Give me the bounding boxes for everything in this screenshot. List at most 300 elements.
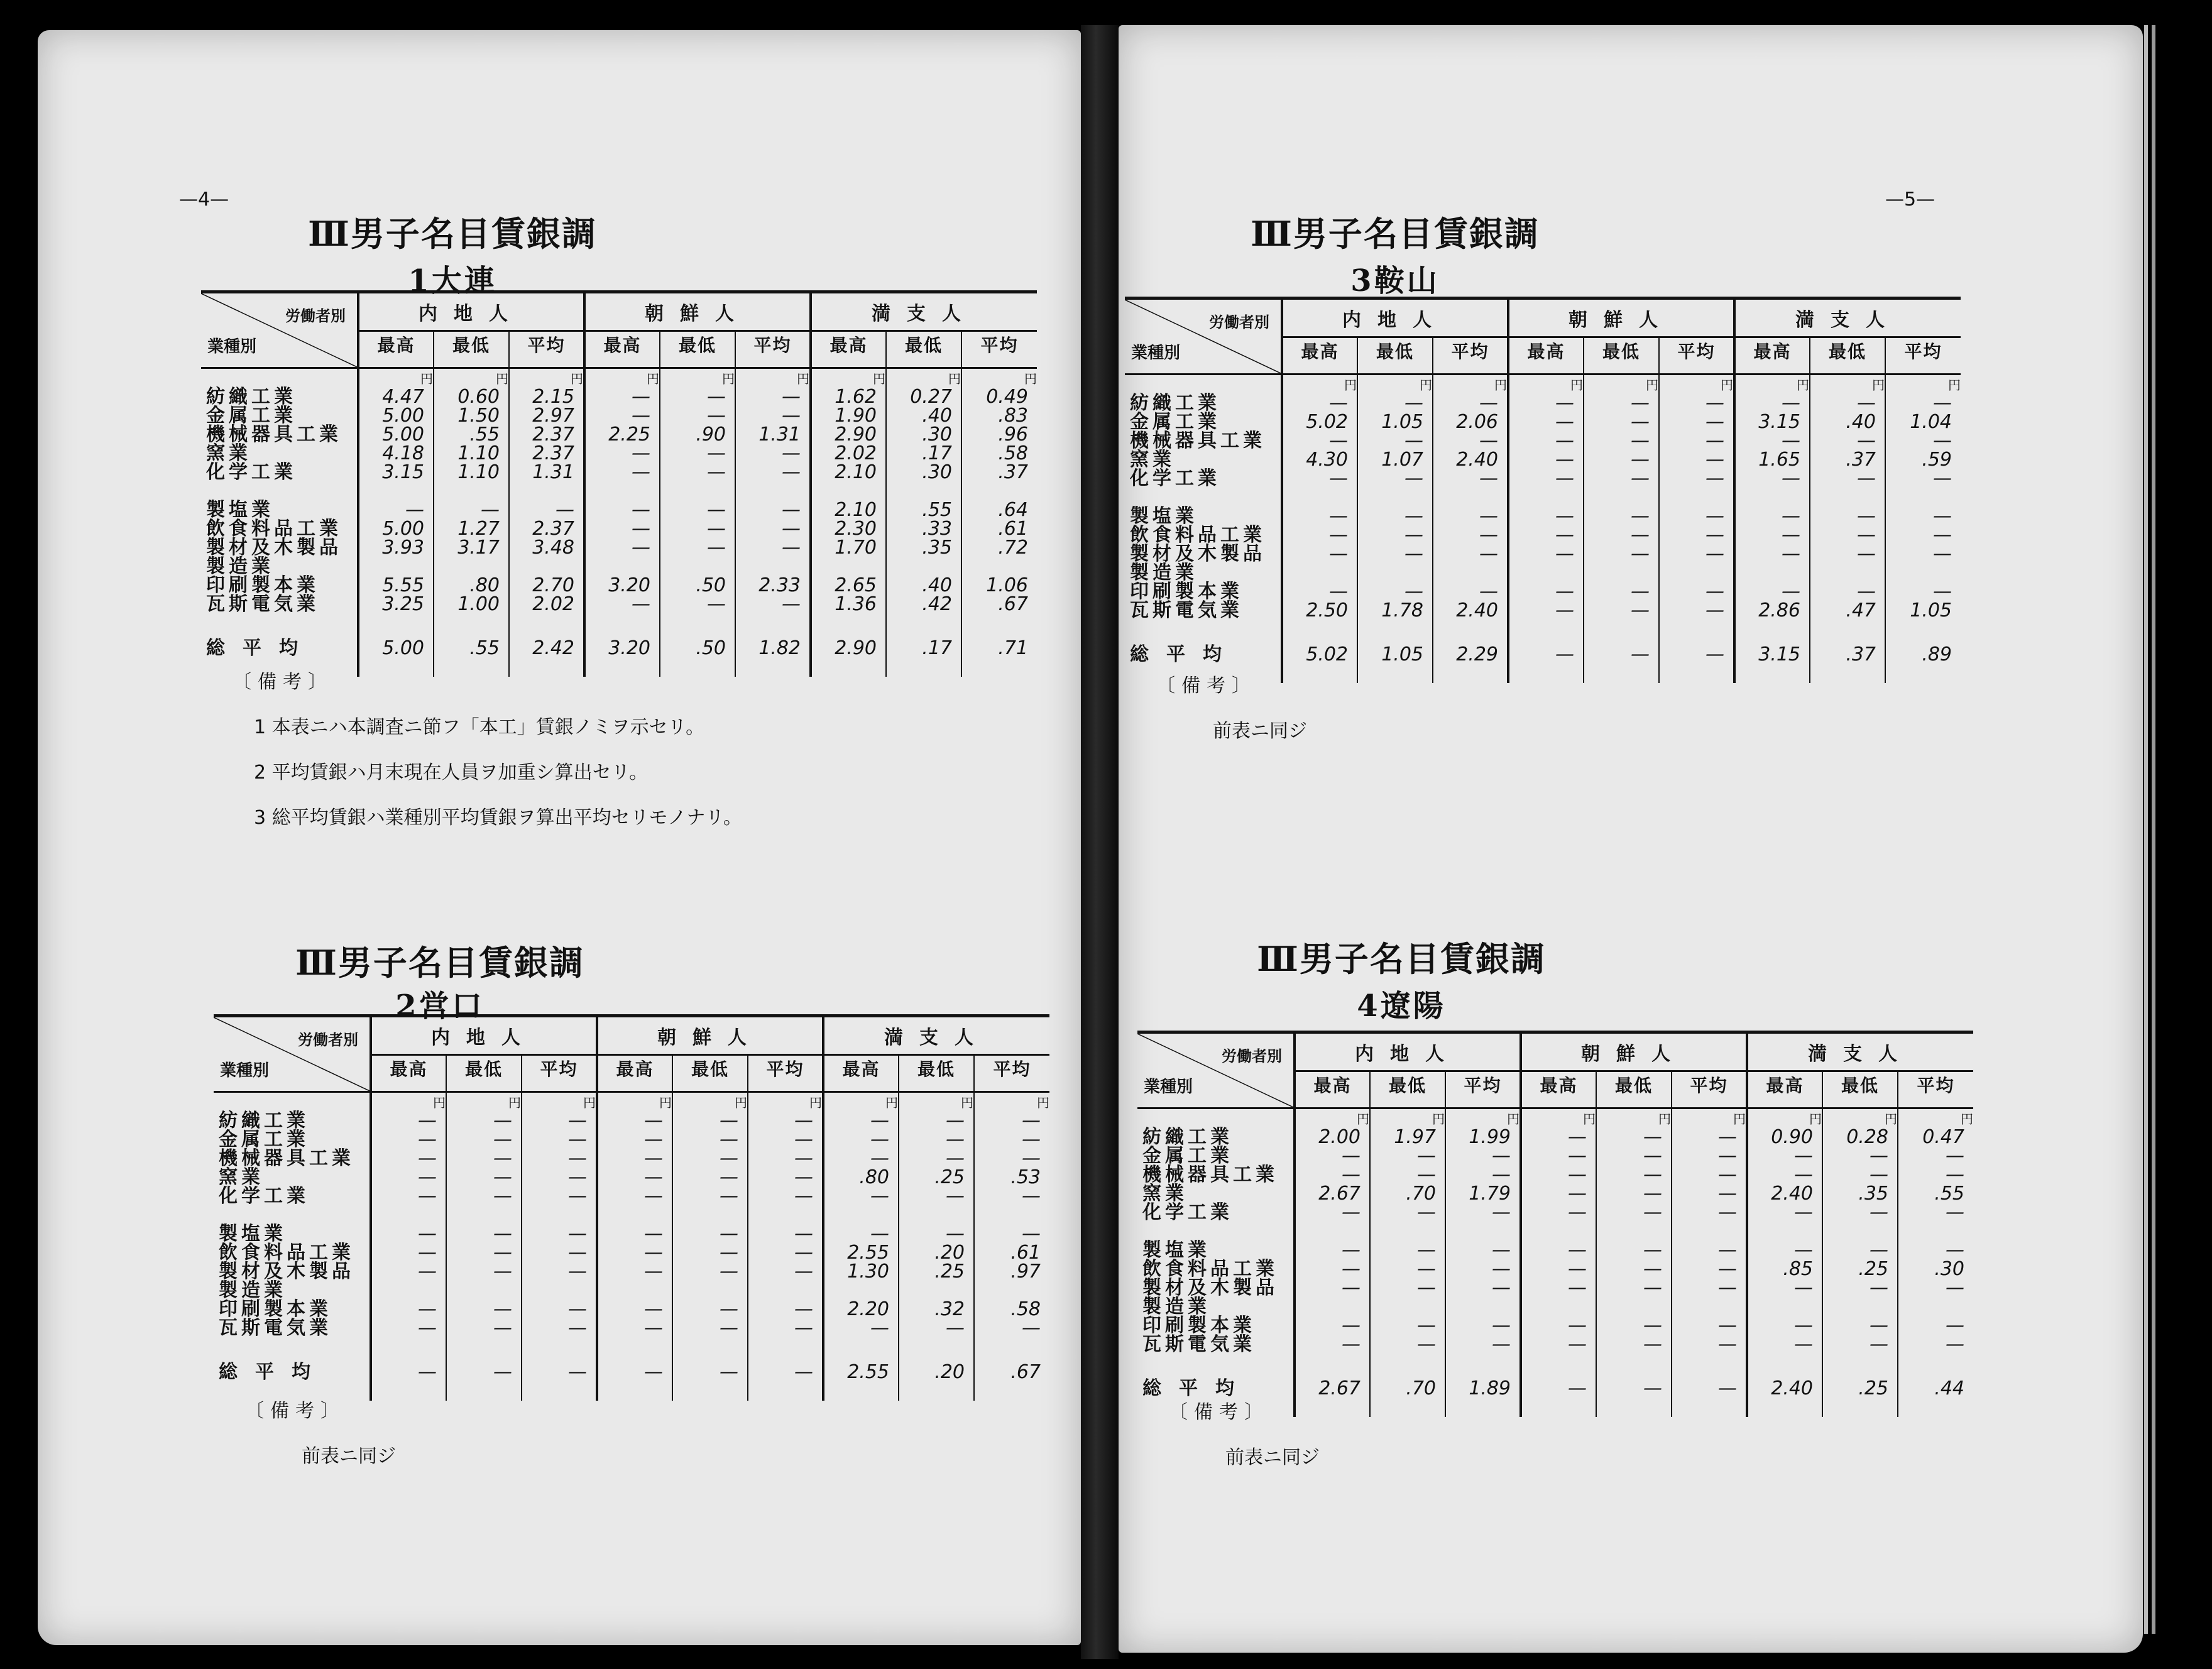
- wage-cell: —: [1747, 1241, 1822, 1260]
- unit-row-spacer: [201, 368, 358, 388]
- table-row: [1125, 451, 1961, 469]
- wage-cell: —: [597, 1300, 672, 1319]
- wage-cell: —: [660, 444, 735, 463]
- table-row: [1125, 583, 1961, 601]
- group-header: 満支人: [1734, 298, 1961, 337]
- spacer: [1596, 1354, 1672, 1379]
- wage-cell: 1.65: [1734, 451, 1810, 469]
- wage-cell: —: [1659, 526, 1734, 545]
- wage-cell: [1898, 1222, 1973, 1241]
- wage-cell: —: [748, 1130, 823, 1149]
- industry-label: 飲食料品工業: [206, 518, 342, 540]
- wage-cell: —: [1885, 545, 1961, 583]
- wage-cell: 3.48: [509, 539, 584, 576]
- table-row: [201, 388, 1037, 407]
- spacer: [358, 614, 434, 639]
- city-title: 1大連: [408, 263, 497, 298]
- page-number-left: —4—: [179, 189, 229, 211]
- subcolumn-header: 平均: [1659, 337, 1734, 375]
- table-row: [1137, 1241, 1973, 1260]
- wage-cell: —: [823, 1225, 899, 1244]
- wage-cell: —: [735, 407, 811, 425]
- table-row: [1125, 432, 1961, 451]
- industry-label: 窯業: [206, 442, 251, 464]
- wage-cell: —: [899, 1187, 974, 1206]
- wage-cell: —: [371, 1112, 446, 1130]
- wage-cell: —: [974, 1130, 1049, 1149]
- wage-cell: 1.05: [1885, 601, 1961, 620]
- wage-cell: —: [522, 1149, 597, 1168]
- subcolumn-header: 最低: [1810, 337, 1885, 375]
- wage-cell: —: [584, 501, 660, 520]
- wage-cell: 0.47: [1898, 1128, 1973, 1147]
- wage-cell: —: [597, 1168, 672, 1187]
- table-row: [1137, 1203, 1973, 1222]
- wage-cell: —: [1659, 413, 1734, 432]
- industry-label: 製材及木製品製造業: [206, 537, 342, 577]
- section-title: Ⅲ男子名目賃銀調: [308, 214, 597, 254]
- wage-cell: —: [1433, 394, 1508, 413]
- table-row: [201, 576, 1037, 595]
- total-cell: 1.89: [1445, 1379, 1521, 1417]
- wage-cell: —: [1357, 545, 1433, 583]
- city-title: 3鞍山: [1350, 263, 1440, 298]
- unit-label: 円: [899, 1092, 974, 1112]
- wage-cell: —: [672, 1149, 748, 1168]
- subcolumn-header: 平均: [748, 1055, 823, 1092]
- wage-cell: [899, 1206, 974, 1225]
- spacer: [961, 614, 1037, 639]
- wage-cell: —: [1734, 507, 1810, 526]
- wage-cell: 1.90: [811, 407, 886, 425]
- wage-cell: —: [1885, 394, 1961, 413]
- wage-cell: —: [1659, 583, 1734, 601]
- wage-cell: —: [1445, 1147, 1521, 1166]
- industry-label: 製塩業: [219, 1223, 287, 1245]
- wage-cell: 2.06: [1433, 413, 1508, 432]
- unit-label: 円: [1521, 1108, 1596, 1129]
- wage-cell: —: [597, 1244, 672, 1262]
- wage-cell: —: [1445, 1241, 1521, 1260]
- spacer: [974, 1338, 1049, 1363]
- table-row: [201, 539, 1037, 576]
- subcolumn-header: 最高: [371, 1055, 446, 1092]
- industry-label: 瓦斯電気業: [219, 1317, 332, 1339]
- table-row: [1125, 488, 1961, 507]
- wage-cell: —: [1357, 507, 1433, 526]
- unit-label: 円: [1433, 375, 1508, 395]
- table-row: [1125, 394, 1961, 413]
- wage-cell: [1282, 488, 1357, 507]
- wage-cell: —: [1584, 601, 1659, 620]
- wage-cell: —: [823, 1149, 899, 1168]
- wage-cell: —: [1508, 451, 1584, 469]
- subcolumn-header: 最高: [1747, 1071, 1822, 1108]
- wage-cell: —: [1810, 545, 1885, 583]
- wage-cell: 4.30: [1282, 451, 1357, 469]
- wage-cell: —: [597, 1225, 672, 1244]
- unit-label: 円: [584, 368, 660, 388]
- wage-cell: —: [434, 501, 509, 520]
- table-row: [1125, 526, 1961, 545]
- industry-label: 製材及木製品製造業: [219, 1261, 354, 1301]
- wage-cell: —: [1810, 394, 1885, 413]
- spacer: [1747, 1354, 1822, 1379]
- wage-cell: [1747, 1222, 1822, 1241]
- wage-cell: —: [1584, 469, 1659, 488]
- wage-cell: —: [1508, 469, 1584, 488]
- wage-cell: —: [1672, 1166, 1747, 1185]
- wage-cell: —: [748, 1112, 823, 1130]
- table-row: [1125, 469, 1961, 488]
- subcolumn-header: 最高: [1734, 337, 1810, 375]
- spacer: [672, 1338, 748, 1363]
- wage-cell: [1672, 1222, 1747, 1241]
- header-corner-industry: 業種別: [220, 1061, 270, 1080]
- wage-cell: —: [584, 463, 660, 482]
- wage-cell: 2.30: [811, 520, 886, 539]
- wage-cell: —: [1370, 1147, 1445, 1166]
- subcolumn-header: 平均: [1898, 1071, 1973, 1108]
- wage-cell: —: [1898, 1147, 1973, 1166]
- wage-cell: —: [1734, 432, 1810, 451]
- wage-cell: 0.28: [1822, 1128, 1898, 1147]
- note-line: 前表ニ同ジ: [1213, 720, 1307, 742]
- industry-label: 印刷製本業: [219, 1298, 332, 1320]
- wage-cell: —: [522, 1225, 597, 1244]
- wage-cell: 1.05: [1357, 413, 1433, 432]
- wage-cell: —: [446, 1112, 522, 1130]
- wage-cell: 5.00: [358, 520, 434, 539]
- wage-cell: —: [1282, 583, 1357, 601]
- table-row: [201, 444, 1037, 463]
- total-cell: —: [597, 1363, 672, 1401]
- industry-label: 印刷製本業: [1130, 581, 1243, 603]
- wage-cell: —: [1734, 526, 1810, 545]
- wage-cell: [1810, 488, 1885, 507]
- wage-cell: 0.49: [961, 388, 1037, 407]
- wage-cell: .42: [886, 595, 961, 614]
- wage-cell: —: [1295, 1279, 1370, 1316]
- wage-cell: —: [660, 388, 735, 407]
- wage-cell: —: [1282, 394, 1357, 413]
- unit-label: 円: [672, 1092, 748, 1112]
- wage-cell: —: [1810, 526, 1885, 545]
- wage-cell: [1370, 1222, 1445, 1241]
- unit-label: 円: [1659, 375, 1734, 395]
- wage-cell: [1734, 488, 1810, 507]
- spacer: [1521, 1354, 1596, 1379]
- wage-cell: .25: [899, 1168, 974, 1187]
- wage-cell: 2.70: [509, 576, 584, 595]
- total-cell: .20: [899, 1363, 974, 1401]
- wage-cell: —: [1596, 1241, 1672, 1260]
- subcolumn-header: 平均: [735, 331, 811, 368]
- wage-cell: —: [1596, 1279, 1672, 1316]
- wage-cell: [1521, 1222, 1596, 1241]
- table-row: [214, 1187, 1049, 1206]
- industry-label: [1125, 488, 1282, 507]
- notes-block: [1156, 670, 1307, 743]
- total-cell: 1.05: [1357, 645, 1433, 683]
- wage-cell: —: [1898, 1279, 1973, 1316]
- wage-cell: —: [1898, 1166, 1973, 1185]
- wage-cell: —: [660, 595, 735, 614]
- wage-cell: .64: [961, 501, 1037, 520]
- wage-cell: —: [1521, 1335, 1596, 1354]
- spacer: [371, 1338, 446, 1363]
- page-edge: [2144, 25, 2148, 1634]
- wage-cell: —: [1659, 545, 1734, 583]
- group-header: 朝鮮人: [1508, 298, 1734, 337]
- wage-cell: —: [1370, 1260, 1445, 1279]
- wage-cell: —: [1295, 1316, 1370, 1335]
- wage-cell: —: [1370, 1335, 1445, 1354]
- subcolumn-header: 平均: [522, 1055, 597, 1092]
- industry-label: 窯業: [1130, 449, 1175, 471]
- total-cell: 2.40: [1747, 1379, 1822, 1417]
- wage-cell: 2.10: [811, 463, 886, 482]
- wage-cell: —: [735, 444, 811, 463]
- industry-label: 機械器具工業: [1142, 1164, 1278, 1186]
- industry-label: 機械器具工業: [1130, 430, 1266, 452]
- header-corner-workers: 労働者別: [285, 307, 346, 325]
- wage-cell: [1357, 488, 1433, 507]
- section-title: Ⅲ男子名目賃銀調: [1251, 214, 1540, 254]
- wage-cell: —: [1734, 545, 1810, 583]
- wage-table: [214, 1014, 1049, 1401]
- wage-cell: —: [1672, 1260, 1747, 1279]
- total-cell: —: [1521, 1379, 1596, 1417]
- wage-cell: —: [899, 1319, 974, 1338]
- wage-cell: —: [672, 1319, 748, 1338]
- wage-cell: —: [899, 1112, 974, 1130]
- wage-cell: 1.31: [509, 463, 584, 482]
- note-line: 1 本表ニハ本調査ニ節フ「本工」賃銀ノミヲ示セリ。: [254, 716, 705, 738]
- total-cell: .44: [1898, 1379, 1973, 1417]
- wage-cell: —: [1508, 545, 1584, 583]
- wage-cell: 3.17: [434, 539, 509, 576]
- spacer: [1357, 620, 1433, 645]
- wage-cell: 2.37: [509, 520, 584, 539]
- wage-cell: 4.47: [358, 388, 434, 407]
- wage-cell: 2.40: [1433, 601, 1508, 620]
- wage-cell: —: [1584, 413, 1659, 432]
- unit-label: 円: [735, 368, 811, 388]
- wage-cell: 2.55: [823, 1244, 899, 1262]
- header-corner: [201, 292, 358, 368]
- wage-cell: 1.36: [811, 595, 886, 614]
- wage-cell: .90: [660, 425, 735, 444]
- wage-cell: —: [1433, 583, 1508, 601]
- wage-cell: —: [748, 1187, 823, 1206]
- subcolumn-header: 平均: [1672, 1071, 1747, 1108]
- wage-cell: 2.10: [811, 501, 886, 520]
- wage-cell: —: [1596, 1128, 1672, 1147]
- page-number-right: —5—: [1885, 189, 1936, 211]
- spacer: [446, 1338, 522, 1363]
- wage-cell: —: [823, 1319, 899, 1338]
- industry-label: 印刷製本業: [206, 574, 319, 596]
- wage-cell: —: [1747, 1166, 1822, 1185]
- spacer: [1445, 1354, 1521, 1379]
- wage-cell: —: [1433, 432, 1508, 451]
- subcolumn-header: 平均: [1885, 337, 1961, 375]
- wage-cell: —: [672, 1300, 748, 1319]
- wage-cell: —: [1747, 1203, 1822, 1222]
- wage-cell: 2.67: [1295, 1185, 1370, 1203]
- header-corner-workers: 労働者別: [298, 1031, 358, 1049]
- wage-cell: [1596, 1222, 1672, 1241]
- wage-cell: —: [1672, 1316, 1747, 1335]
- wage-cell: —: [522, 1187, 597, 1206]
- wage-cell: .59: [1885, 451, 1961, 469]
- wage-cell: .32: [899, 1300, 974, 1319]
- wage-cell: 1.31: [735, 425, 811, 444]
- wage-cell: [1584, 488, 1659, 507]
- wage-cell: —: [597, 1130, 672, 1149]
- table-row: [1137, 1185, 1973, 1203]
- table-row: [1137, 1316, 1973, 1335]
- wage-cell: —: [1885, 507, 1961, 526]
- wage-cell: —: [1885, 583, 1961, 601]
- notes-title: 〔備考〕: [1156, 675, 1257, 697]
- wage-cell: —: [1445, 1279, 1521, 1316]
- wage-cell: 2.86: [1734, 601, 1810, 620]
- wage-cell: —: [446, 1149, 522, 1168]
- wage-cell: [371, 1206, 446, 1225]
- wage-cell: [735, 482, 811, 501]
- spacer: [1508, 620, 1584, 645]
- group-header: 内地人: [358, 292, 584, 331]
- wage-cell: —: [1747, 1279, 1822, 1316]
- group-header: 内地人: [1282, 298, 1508, 337]
- industry-label: 化学工業: [206, 461, 297, 483]
- wage-cell: —: [1822, 1203, 1898, 1222]
- wage-cell: —: [1433, 545, 1508, 583]
- wage-cell: —: [1370, 1241, 1445, 1260]
- wage-cell: —: [1508, 394, 1584, 413]
- unit-label: 円: [1822, 1108, 1898, 1129]
- total-cell: 2.90: [811, 639, 886, 677]
- wage-cell: .97: [974, 1262, 1049, 1300]
- total-cell: .17: [886, 639, 961, 677]
- wage-cell: .58: [961, 444, 1037, 463]
- industry-label: 紡織工業: [1142, 1126, 1233, 1148]
- total-cell: .25: [1822, 1379, 1898, 1417]
- unit-row-spacer: [1137, 1108, 1295, 1129]
- wage-cell: 1.62: [811, 388, 886, 407]
- wage-cell: —: [1596, 1203, 1672, 1222]
- wage-cell: —: [1885, 469, 1961, 488]
- wage-cell: 2.50: [1282, 601, 1357, 620]
- industry-label: 化学工業: [1130, 468, 1220, 490]
- wage-cell: —: [660, 463, 735, 482]
- wage-cell: —: [1822, 1147, 1898, 1166]
- industry-label: 製塩業: [1142, 1239, 1210, 1261]
- wage-cell: —: [371, 1130, 446, 1149]
- wage-cell: [446, 1206, 522, 1225]
- total-cell: 2.42: [509, 639, 584, 677]
- subcolumn-header: 平均: [1433, 337, 1508, 375]
- group-header: 内地人: [371, 1016, 597, 1055]
- industry-label: 飲食料品工業: [219, 1242, 354, 1264]
- wage-cell: 1.27: [434, 520, 509, 539]
- wage-cell: —: [1747, 1147, 1822, 1166]
- wage-cell: —: [371, 1149, 446, 1168]
- subcolumn-header: 最高: [823, 1055, 899, 1092]
- spacer: [899, 1338, 974, 1363]
- wage-cell: —: [1521, 1279, 1596, 1316]
- table-row: [201, 482, 1037, 501]
- total-label: 総平均: [1130, 643, 1239, 665]
- unit-row-spacer: [214, 1092, 371, 1112]
- industry-label: 製材及木製品製造業: [1142, 1277, 1278, 1318]
- total-cell: 2.29: [1433, 645, 1508, 683]
- unit-label: 円: [748, 1092, 823, 1112]
- total-cell: .89: [1885, 645, 1961, 683]
- industry-label: 製材及木製品製造業: [1130, 543, 1266, 584]
- subcolumn-header: 最低: [1596, 1071, 1672, 1108]
- wage-cell: 1.50: [434, 407, 509, 425]
- unit-label: 円: [660, 368, 735, 388]
- wage-cell: .17: [886, 444, 961, 463]
- wage-cell: —: [1596, 1166, 1672, 1185]
- wage-cell: —: [1596, 1260, 1672, 1279]
- wage-cell: —: [584, 407, 660, 425]
- industry-label: [214, 1206, 371, 1225]
- wage-cell: —: [1521, 1203, 1596, 1222]
- spacer: [811, 614, 886, 639]
- unit-label: 円: [1885, 375, 1961, 395]
- wage-cell: —: [1445, 1203, 1521, 1222]
- wage-cell: [748, 1206, 823, 1225]
- unit-label: 円: [1584, 375, 1659, 395]
- table-row: [214, 1130, 1049, 1149]
- unit-label: 円: [1445, 1108, 1521, 1129]
- group-header: 満支人: [823, 1016, 1049, 1055]
- wage-cell: —: [1282, 526, 1357, 545]
- total-cell: —: [522, 1363, 597, 1401]
- notes-block: [1169, 1396, 1320, 1469]
- wage-cell: —: [735, 520, 811, 539]
- spacer: [748, 1338, 823, 1363]
- table-row: [201, 407, 1037, 425]
- wage-cell: [672, 1206, 748, 1225]
- wage-cell: [1445, 1222, 1521, 1241]
- header-corner-workers: 労働者別: [1222, 1048, 1282, 1065]
- wage-cell: —: [672, 1187, 748, 1206]
- wage-cell: —: [1885, 432, 1961, 451]
- wage-cell: —: [371, 1168, 446, 1187]
- spacer: [660, 614, 735, 639]
- wage-cell: —: [1508, 507, 1584, 526]
- wage-cell: .55: [1898, 1185, 1973, 1203]
- unit-label: 円: [358, 368, 434, 388]
- wage-cell: —: [899, 1225, 974, 1244]
- wage-cell: —: [597, 1112, 672, 1130]
- wage-cell: .96: [961, 425, 1037, 444]
- subcolumn-header: 最高: [1521, 1071, 1596, 1108]
- wage-cell: —: [1282, 432, 1357, 451]
- wage-cell: —: [1810, 469, 1885, 488]
- spacer: [214, 1338, 371, 1363]
- notes-title: 〔備考〕: [233, 671, 333, 693]
- subcolumn-header: 最低: [899, 1055, 974, 1092]
- wage-cell: —: [1898, 1203, 1973, 1222]
- wage-cell: 1.06: [961, 576, 1037, 595]
- table-row: [201, 463, 1037, 482]
